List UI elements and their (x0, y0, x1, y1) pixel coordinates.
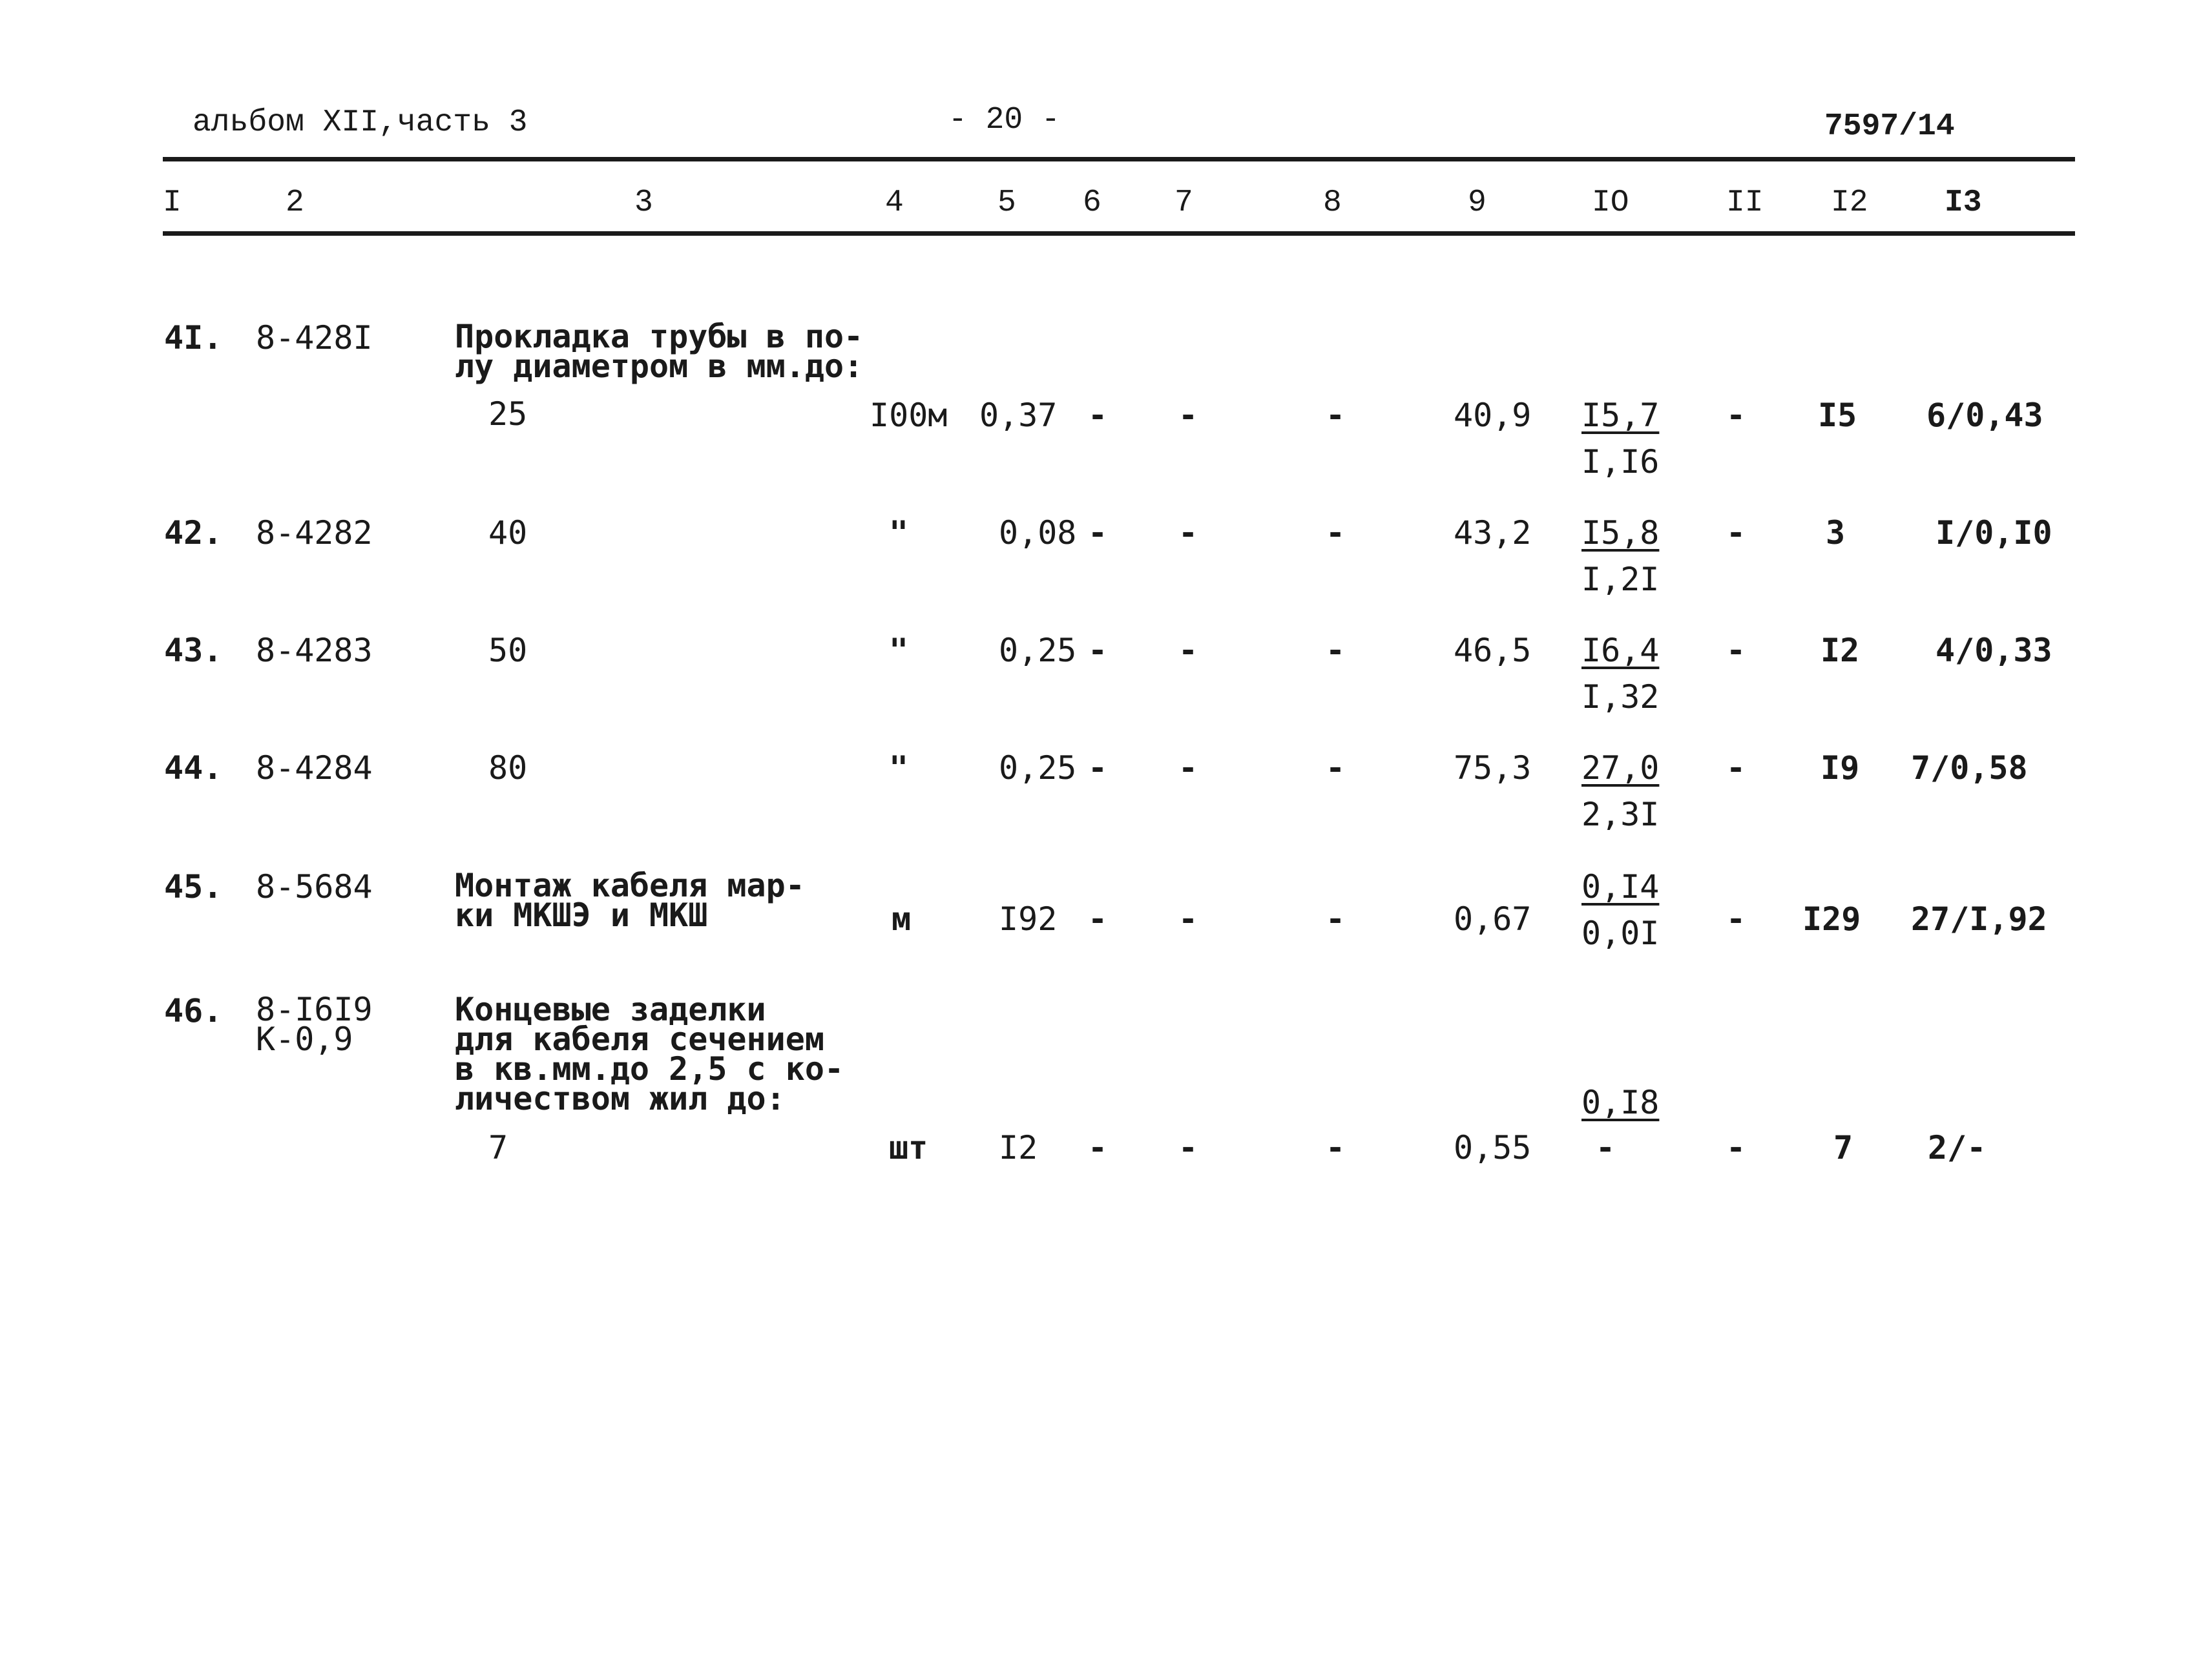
row-number: 44. (164, 749, 223, 787)
row-description: Монтаж кабеля мар- ки МКШЭ и МКШ (455, 867, 805, 934)
column-header: 5 (997, 185, 1016, 220)
row-col8: - (1326, 749, 1346, 787)
row-code: 8-4284 (256, 749, 373, 787)
row-col10-bottom: 2,3I (1581, 796, 1660, 833)
row-col10-top: 27,0 (1581, 749, 1660, 787)
row-quantity: 0,25 (999, 749, 1077, 787)
row-description: Прокладка трубы в по- лу диаметром в мм.до: (455, 318, 864, 385)
row-quantity: I92 (999, 900, 1058, 938)
column-header: 7 (1174, 185, 1193, 220)
row-col10-top: I6,4 (1581, 632, 1660, 669)
document-code: 7597/14 (1824, 109, 1955, 144)
row-number: 46. (164, 992, 223, 1030)
row-quantity: I2 (999, 1129, 1038, 1166)
row-col12: 7 (1833, 1129, 1853, 1166)
album-title: альбом XII,часть 3 (193, 105, 528, 140)
row-col10-bottom: - (1596, 1129, 1616, 1166)
row-col11: - (1726, 397, 1746, 434)
row-unit: " (889, 514, 909, 552)
row-col13: 6/0,43 (1926, 397, 2043, 434)
header-top-rule (163, 157, 2075, 161)
row-col13: 4/0,33 (1936, 632, 2052, 669)
column-header: 8 (1323, 185, 1342, 220)
row-col6: - (1088, 514, 1108, 552)
header-bottom-rule (163, 231, 2075, 236)
row-col6: - (1088, 900, 1108, 938)
row-number: 45. (164, 868, 223, 906)
row-col11: - (1726, 1129, 1746, 1166)
row-number: 4I. (164, 319, 223, 357)
row-col8: - (1326, 514, 1346, 552)
row-col8: - (1326, 1129, 1346, 1166)
row-size: 40 (488, 514, 528, 552)
row-col9: 43,2 (1454, 514, 1532, 552)
column-header: 9 (1468, 185, 1487, 220)
column-header: 3 (634, 185, 653, 220)
row-size: 7 (488, 1129, 508, 1166)
row-code: 8-4282 (256, 514, 373, 552)
row-col12: I29 (1802, 900, 1861, 938)
row-col13: I/0,I0 (1936, 514, 2052, 552)
row-code: 8-5684 (256, 868, 373, 906)
row-col11: - (1726, 514, 1746, 552)
row-col10-top: I5,7 (1581, 397, 1660, 434)
row-col8: - (1326, 632, 1346, 669)
row-col9: 40,9 (1454, 397, 1532, 434)
row-col6: - (1088, 632, 1108, 669)
row-col7: - (1178, 632, 1198, 669)
row-col6: - (1088, 749, 1108, 787)
row-unit: " (889, 749, 909, 787)
row-quantity: 0,08 (999, 514, 1077, 552)
row-col12: 3 (1826, 514, 1846, 552)
row-size: 25 (488, 395, 528, 433)
row-size: 50 (488, 632, 528, 669)
row-col7: - (1178, 1129, 1198, 1166)
row-col10-bottom: I,2I (1581, 561, 1660, 598)
column-header: 4 (885, 185, 904, 220)
row-col11: - (1726, 900, 1746, 938)
row-col10-top: 0,I4 (1581, 868, 1660, 906)
row-col8: - (1326, 397, 1346, 434)
row-col7: - (1178, 900, 1198, 938)
row-number: 43. (164, 632, 223, 669)
row-unit: I00м (870, 397, 948, 434)
row-col9: 75,3 (1454, 749, 1532, 787)
row-col6: - (1088, 1129, 1108, 1166)
row-col7: - (1178, 749, 1198, 787)
row-col12: I9 (1821, 749, 1860, 787)
row-col11: - (1726, 749, 1746, 787)
row-unit: " (889, 632, 909, 669)
row-unit: шт (889, 1129, 928, 1166)
row-col10-bottom: I,I6 (1581, 443, 1660, 481)
column-header: I3 (1945, 185, 1982, 220)
row-quantity: 0,37 (979, 397, 1058, 434)
row-code: 8-4283 (256, 632, 373, 669)
row-col12: I5 (1818, 397, 1857, 434)
column-header: 6 (1083, 185, 1101, 220)
row-col7: - (1178, 514, 1198, 552)
row-col13: 2/- (1928, 1129, 1987, 1166)
column-header: 2 (286, 185, 304, 220)
row-code: 8-I6I9 К-0,9 (256, 991, 373, 1058)
column-header: IO (1592, 185, 1629, 220)
row-col9: 0,67 (1454, 900, 1532, 938)
row-col10-bottom: 0,0I (1581, 915, 1660, 952)
column-header: II (1726, 185, 1764, 220)
row-size: 80 (488, 749, 528, 787)
row-col6: - (1088, 397, 1108, 434)
row-description: Концевые заделки для кабеля сечением в кв.мм.до 2,5 с ко- личеством жил до: (455, 991, 844, 1117)
row-col12: I2 (1821, 632, 1860, 669)
row-col10-bottom: I,32 (1581, 678, 1660, 716)
row-unit: м (892, 900, 912, 938)
row-col13: 27/I,92 (1911, 900, 2047, 938)
row-col13: 7/0,58 (1911, 749, 2028, 787)
row-number: 42. (164, 514, 223, 552)
row-col11: - (1726, 632, 1746, 669)
row-col7: - (1178, 397, 1198, 434)
row-col10-top: I5,8 (1581, 514, 1660, 552)
row-col8: - (1326, 900, 1346, 938)
row-col9: 0,55 (1454, 1129, 1532, 1166)
row-col10-top: 0,I8 (1581, 1084, 1660, 1121)
column-header: I2 (1831, 185, 1868, 220)
row-col9: 46,5 (1454, 632, 1532, 669)
page-number: - 20 - (948, 103, 1060, 138)
row-quantity: 0,25 (999, 632, 1077, 669)
row-code: 8-428I (256, 319, 373, 357)
column-header: I (163, 185, 182, 220)
